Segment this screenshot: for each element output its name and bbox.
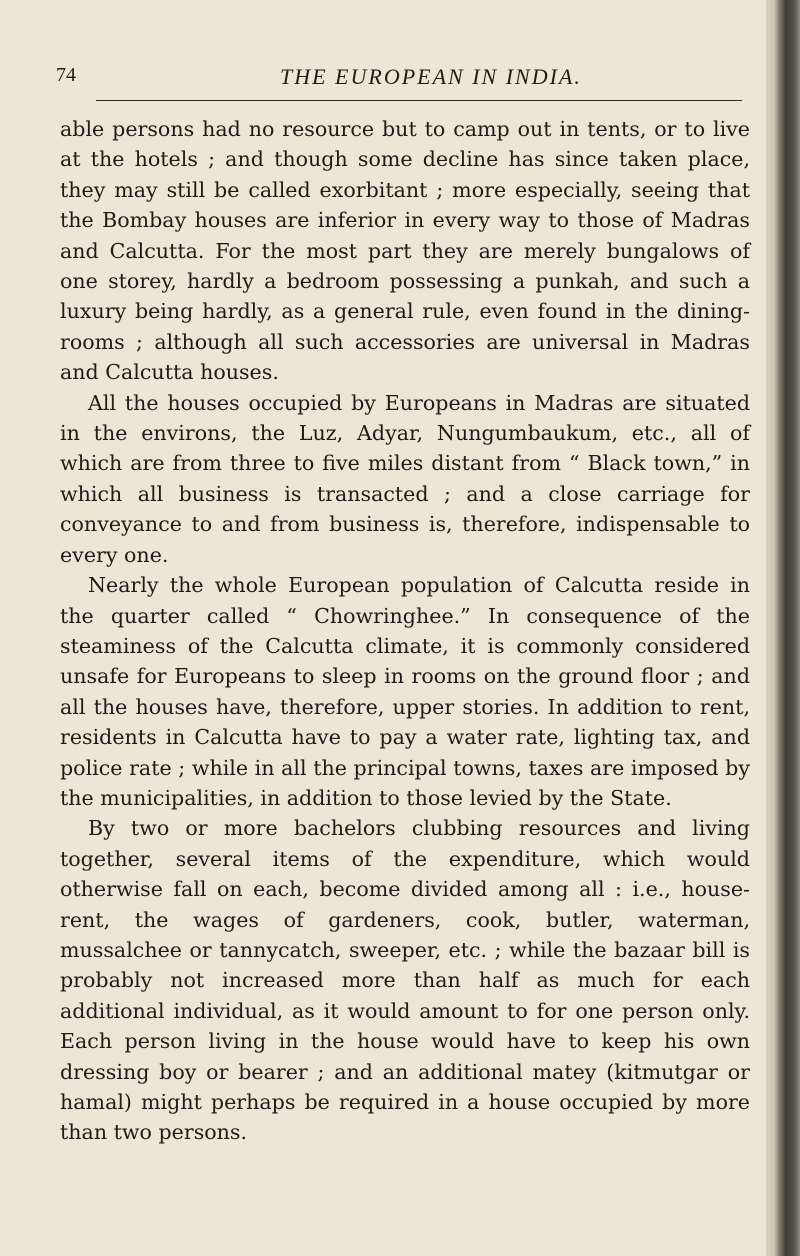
binding-edge [766, 0, 800, 1256]
header-rule [96, 100, 742, 101]
paragraph-4: By two or more bachelors clubbing resources and living together, several items of the expenditure, which would otherwise fall on each, become divided among all : i.e., house-rent, the wages of gardeners, cook, butler, waterman, mussalchee or tannycatch, sweeper, etc. ; while the bazaar bill is probably not increased more than half as much for each additional individual, as it would amount to for one person only. Each person living in the house would have to keep his own dressing boy or bearer ; and an additional matey (kitmutgar or hamal) might perhaps be required in a house occupied by more than two persons. [60, 816, 750, 1145]
paragraph-1: able persons had no resource but to camp out in tents, or to live at the hotels ; and though some decline has since taken place, they may still be called exorbitant ; more especially, seeing that the Bombay houses are inferior in every way to those of Madras and Calcutta. For the most part they are merely bungalows of one storey, hardly a bedroom possessing a punkah, and such a luxury being hardly, as a general rule, even found in the dining-rooms ; although all such accessories are universal in Madras and Calcutta houses. [60, 117, 750, 385]
paragraph-2: All the houses occupied by Europeans in Madras are situated in the environs, the Luz, Adyar, Nungumbaukum, etc., all of which are from three to five miles distant from “ Black town,” in which all business is transacted ; and a close carriage for conveyance to and from business is, therefore, indispensable to every one. [60, 390, 750, 567]
page-number: 74 [56, 64, 76, 86]
running-head: THE EUROPEAN IN INDIA. [280, 64, 582, 89]
body-text [60, 114, 750, 1148]
page-header [56, 64, 746, 94]
paragraph-3: Nearly the whole European population of Calcutta reside in the quarter called “ Chowringhee.” In consequence of the steaminess of the Calcutta climate, it is commonly considered unsafe for Europeans to sleep in rooms on the ground floor ; and all the houses have, therefore, upper stories. In addition to rent, residents in Calcutta have to pay a water rate, lighting tax, and police rate ; while in all the principal towns, taxes are imposed by the municipalities, in addition to those levied by the State. [60, 573, 750, 810]
